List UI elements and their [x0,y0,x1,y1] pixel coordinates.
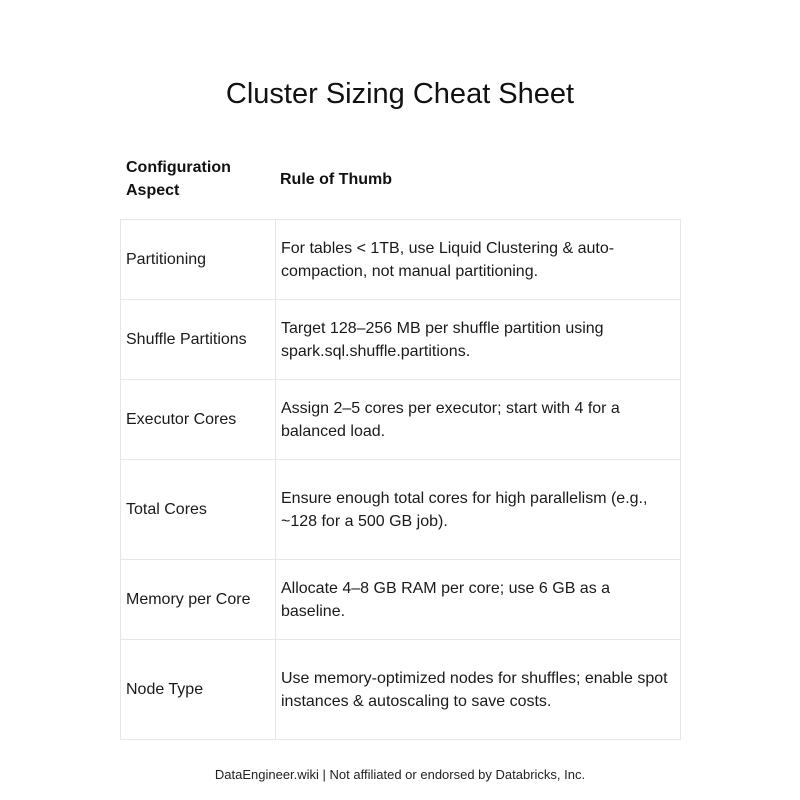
aspect-cell: Partitioning [121,220,276,300]
footer-note: DataEngineer.wiki | Not affiliated or endorsed by Databricks, Inc. [214,767,586,782]
table-row [121,460,681,560]
rule-cell: Ensure enough total cores for high parallelism (e.g., ~128 for a 500 GB job). [276,460,681,560]
rule-cell: Allocate 4–8 GB RAM per core; use 6 GB as a baseline. [276,560,681,640]
column-header-aspect: Configuration Aspect [126,159,231,199]
table-row [121,300,681,380]
table-row [121,380,681,460]
aspect-cell: Shuffle Partitions [121,300,276,380]
aspect-cell: Executor Cores [121,380,276,460]
aspect-cell: Total Cores [121,460,276,560]
aspect-cell: Memory per Core [121,560,276,640]
table-row [121,220,681,300]
page-title: Cluster Sizing Cheat Sheet [225,78,575,110]
column-header-rule: Rule of Thumb [280,171,392,188]
rule-cell: For tables < 1TB, use Liquid Clustering & auto-compaction, not manual partitioning. [276,220,681,300]
table-header [120,155,680,210]
cheat-sheet-table [120,219,681,740]
rule-cell: Target 128–256 MB per shuffle partition using spark.sql.shuffle.partitions. [276,300,681,380]
aspect-cell: Node Type [121,640,276,740]
rule-cell: Assign 2–5 cores per executor; start with 4 for a balanced load. [276,380,681,460]
table-row [121,640,681,740]
table-row [121,560,681,640]
rule-cell: Use memory-optimized nodes for shuffles; enable spot instances & autoscaling to save costs. [276,640,681,740]
